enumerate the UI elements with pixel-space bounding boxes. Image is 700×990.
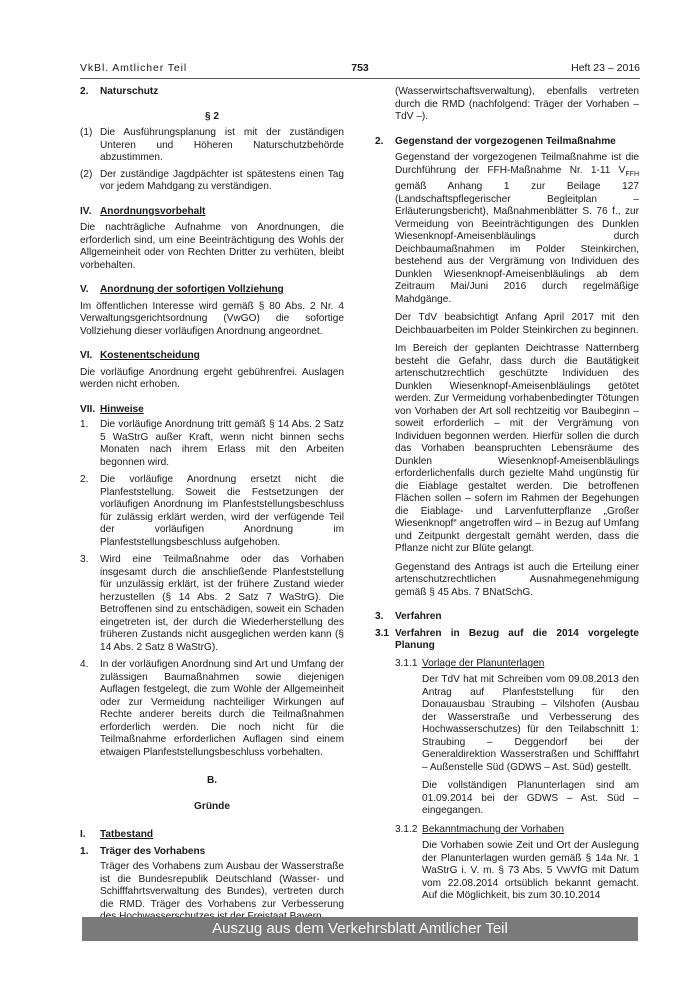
section-heading-2: 2. Gegenstand der vorgezogenen Teilmaßnahme [375,135,616,147]
subsubsection-heading-3-1-2: 3.1.2 Bekanntmachung der Vorhaben [395,823,564,835]
section-heading-iv: IV. Anordnungsvorbehalt [80,205,206,217]
body-text: Die vorläufige Anordnung ergeht gebührenfrei. Auslagen werden nicht erhoben. [80,366,344,390]
section-heading-naturschutz: 2. Naturschutz [80,86,159,97]
body-text: Der TdV beabsichtigt Anfang April 2017 mit den Deichbauarbeiten im Polder Steinkirchen zu beginnen. [395,312,639,336]
header-rule [80,78,640,79]
list-item: 4. In der vorläufigen Anordnung sind Art und Umfang der zulässigen Baumaßnahmen sowie diejenigen Auflagen festgelegt, die zum Wohle der Allgemeinheit oder zur Vermeidung nachteiliger Wirkungen auf Rechte anderer bereits durch die Teilmaßnahmen erforderlich werden. Die noch nicht für die Teilmaßnahme erforderlichen Auflagen sind einem etwaigen Planfeststellungsbeschluss vorbehalten. [80,659,344,758]
section-heading-vi: VI. Kostenentscheidung [80,350,200,361]
running-header [80,62,640,78]
body-text: Der TdV hat mit Schreiben vom 09.08.2013 den Antrag auf Planfeststellung für den Donauausbau Straubing – Vilshofen (Ausbau der Wasserstraße und Verbesserung des Hochwasserschutzes) für den Teilabschnitt 1: Straubing – Deggendorf bei der Generaldirektion Wasserstraßen und Schifffahrt – Außenstelle Süd (GDWS – Ast. Süd) gestellt. [422,674,639,773]
journal-name: VkBl. Amtlicher Teil [80,62,188,74]
right-column [375,86,639,903]
body-text: Die vollständigen Planunterlagen sind am 01.09.2014 bei der GDWS – Ast. Süd – eingegangen. [422,780,639,817]
subsection-heading-3-1: 3.1 Verfahren in Bezug auf die 2014 vorgelegte Planung [375,627,639,652]
subsection-heading: 1. Träger des Vorhabens [80,845,206,857]
part-title: Gründe [194,800,230,812]
subsubsection-heading-3-1-1: 3.1.1 Vorlage der Planunterlagen [395,657,545,669]
body-text: Träger des Vorhabens zum Ausbau der Wasserstraße ist die Bundesrepublik Deutschland (Wasser- und Schifffahrtsverwaltung des Bundes), vertreten durch die RMD. Träger des Vorhabens zur Verbesserung [100,861,344,910]
section-heading-3: 3. Verfahren [375,611,442,623]
section-heading-vii: VII. Hinweise [80,403,144,415]
list-item: (2) Der zuständige Jagdpächter ist spätestens einen Tag vor jedem Mahdgang zu verständigen. [80,168,344,192]
list-item: 3. Wird eine Teilmaßnahme oder das Vorhaben insgesamt durch die anschließende Planfeststellung für unzulässig erklärt, ist der frühere Zustand wieder herzustellen (§ 14 Abs. 2 Satz 7 WaStrG). Die Betroffenen sind zu entschädigen, soweit ein Schaden eingetreten ist, der durch die Wiederherstellung des früheren Zustands nicht ausgeglichen werden kann (§ 14 Abs. 2 Satz 8 WaStrG). [80,554,344,653]
footer-banner: Auszug aus dem Verkehrsblatt Amtlicher Teil [82,917,638,941]
issue-label: Heft 23 – 2016 [571,62,640,74]
left-column [80,86,344,924]
page-number: 753 [351,62,369,74]
list-item: 2. Die vorläufige Anordnung ersetzt nicht die Planfeststellung. Soweit die Festsetzungen der vorläufigen Anordnung im Planfeststellungsbeschluss für zulässig erklärt werden, wird der verfügende Teil der vorläufigen Anordnung im Planfeststellungsbeschluss aufgehoben. [80,474,344,548]
list-item: (1) Die Ausführungsplanung ist mit der zuständigen Unteren und Höheren Naturschutzbehörde abzustimmen. [80,127,344,163]
list-item: 1. Die vorläufige Anordnung tritt gemäß § 14 Abs. 2 Satz 5 WaStrG außer Kraft, wenn nicht binnen sechs Monaten nach ihrem Erlass mit den Arbeiten begonnen wird. [80,419,344,468]
section-heading-v: V. Anordnung der sofortigen Vollziehung [80,284,284,295]
part-label: B. [206,775,218,786]
body-text: Die nachträgliche Aufnahme von Anordnungen, die erforderlich sind, um eine Beeinträchtigung des Wohls der Allgemeinheit oder von Rechten Dritter zu verhüten, bleibt vorbehalten. [80,222,344,271]
body-text: Im Bereich der geplanten Deichtrasse Natternberg besteht die Gefahr, dass durch die Bautätigkeit artenschutzrechtlich geschützte Individuen des Dunklen Wiesenknopf-Ameisenbläulings getötet werden. Zur Vermeidung vorhabenbedingter Tötungen von Vorhaben der Art soll rechtzeitig vor Baubeginn – soweit erforderlich – mit der Vergrämung von Individuen begonnen werden. Hierfür sollen die durch das Vorhaben beanspruchten Lebensräume des Dunklen Wiesenknopf-Ameisenbläulings erforderlichenfalls durch gezielte Mahd ungünstig für die Eiablage gestaltet werden. Die betroffenen Flächen sollen – sofern im Rahmen der Begehungen die Eiablage- und Larvenfutterpflanze „Großer Wiesenknopf“ angetroffen wird – in Bezug auf Umfang und Zeitpunkt dergestalt gemäht werden, dass die Pflanze nicht zur Blüte gelangt. [395,343,639,555]
body-text: Gegenstand des Antrags ist auch die Erteilung einer artenschutzrechtlichen Ausnahmegenehmigung gemäß § 45 Abs. 7 BNatSchG. [395,561,639,598]
body-text: Im öffentlichen Interesse wird gemäß § 80 Abs. 2 Nr. 4 Verwaltungsgerichtsordnung (VwGO) die sofortige Vollziehung dieser vorläufigen Anordnung angeordnet. [80,300,344,337]
body-text: (Wasserwirtschaftsverwaltung), ebenfalls vertreten durch die RMD (nachfolgend: Träger der Vorhaben – TdV –). [395,86,639,122]
paragraph-mark: § 2 [204,110,220,122]
section-heading-i: I. Tatbestand [80,829,154,840]
body-text: Die Vorhaben sowie Zeit und Ort der Auslegung der Planunterlagen wurden gemäß § 14a Nr. 1 WaStrG i. V. m. § 73 Abs. 5 VwVfG mit Datum vom 22.08.2014 ortsüblich bekannt gemacht. Auf die Möglichkeit, bis zum 30.10.2014 [422,840,639,902]
body-text: Gegenstand der vorgezogenen Teilmaßnahme ist die Durchführung der FFH-Maßnahme Nr. 1-11 $V_{FFH}$ gemäß Anhang 1 zur Beilage 127 (Landschaftspflegerischer Begleitplan – Erläuterungsbericht), Maßnahmenblätter S. 76 f., zur Vermeidung von Beeinträchtigungen des Dunklen Wiesenknopf-Ameisenbläulings durch Deichbaumaßnahmen im Polder Steinkirchen, bestehend aus der Vergrämung von Individuen des Dunklen Wiesenknopf-Ameisenbläulings ab dem Zeitraum Mai/Juni 2016 durch regelmäßige Mahdgänge. [395,152,639,305]
